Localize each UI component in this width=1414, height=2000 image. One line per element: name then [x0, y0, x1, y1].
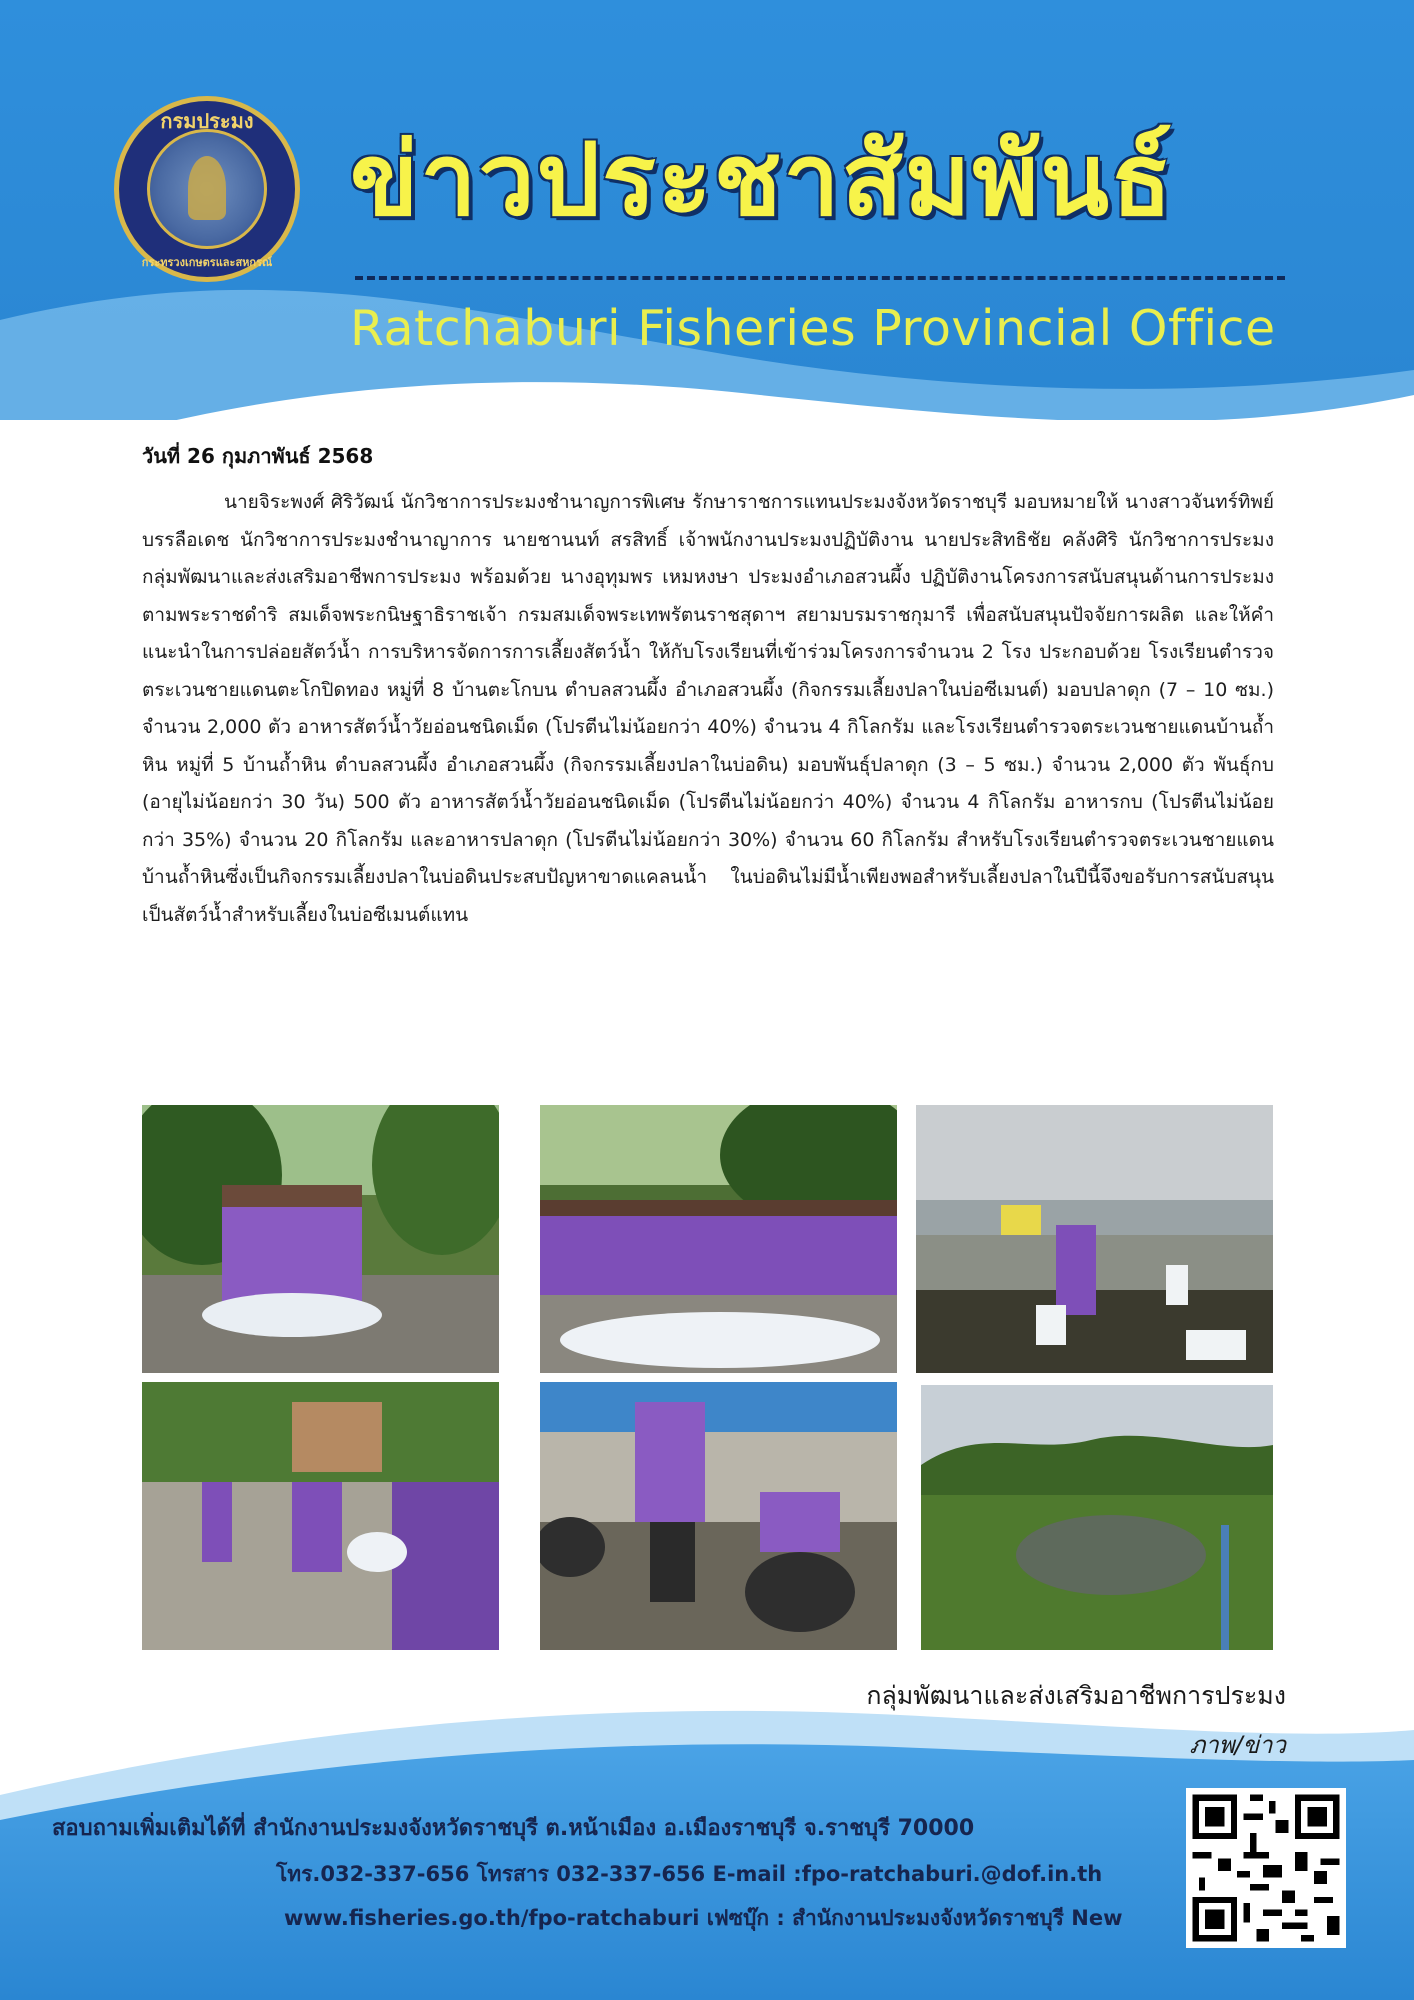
photo-releasing-fish-cement-pond — [916, 1105, 1273, 1373]
photo-student-in-empty-pond — [540, 1382, 897, 1650]
photo-earthen-pond — [921, 1385, 1273, 1650]
photo-group-with-fish-bags — [540, 1105, 897, 1373]
qr-code — [1186, 1788, 1346, 1948]
footer-address: สอบถามเพิ่มเติมได้ที่ สำนักงานประมงจังหวัดราชบุรี ต.หน้าเมือง อ.เมืองราชบุรี จ.ราชบุรี 70000 — [52, 1816, 975, 1841]
department-seal-logo — [114, 96, 300, 282]
page-subtitle: Ratchaburi Fisheries Provincial Office — [350, 300, 1276, 357]
credit-group: กลุ่มพัฒนาและส่งเสริมอาชีพการประมง — [866, 1681, 1286, 1710]
footer-contact: โทร.032-337-656 โทรสาร 032-337-656 E-mail :fpo-ratchaburi.@dof.in.th — [276, 1862, 1103, 1886]
credit-role: ภาพ/ข่าว — [1189, 1731, 1286, 1759]
photo-students-with-fish-bags — [142, 1105, 499, 1373]
seal-figure-icon — [188, 156, 226, 220]
page-title: ข่าวประชาสัมพันธ์ — [350, 121, 1174, 238]
title-divider — [355, 276, 1285, 280]
article-date: วันที่ 26 กุมภาพันธ์ 2568 — [142, 444, 374, 468]
seal-emblem — [147, 129, 267, 249]
seal-text-top: กรมประมง — [160, 109, 254, 133]
photo-students-carrying-bags — [142, 1382, 499, 1650]
article-body: นายจิระพงศ์ ศิริวัฒน์ นักวิชาการประมงชำนาญการพิเศษ รักษาราชการแทนประมงจังหวัดราชบุรี มอบหมายให้ นางสาวจันทร์ทิพย์ บรรลือเดช นักวิชาการประมงชำนาญาการ นายชานนท์ สรสิทธิ์ เจ้าพนักงานประมงปฏิบัติงาน นายประสิทธิชัย คลังศิริ นักวิชาการประมง กลุ่มพัฒนาและส่งเสริมอาชีพการประมง พร้อมด้วย นางอุทุมพร เหมหงษา ประมงอำเภอสวนผึ้ง ปฏิบัติงานโครงการสนับสนุนด้านการประมงตามพระราชดำริ สมเด็จพระกนิษฐาธิราชเจ้า กรมสมเด็จพระเทพรัตนราชสุดาฯ สยามบรมราชกุมารี เพื่อสนับสนุนปัจจัยการผลิต และให้คำแนะนำในการปล่อยสัตว์น้ำ การบริหารจัดการการเลี้ยงสัตว์น้ำ ให้กับโรงเรียนที่เข้าร่วมโครงการจำนวน 2 โรง ประกอบด้วย โรงเรียนตำรวจตระเวนชายแดนตะโกปิดทอง หมู่ที่ 8 บ้านตะโกบน ตำบลสวนผึ้ง อำเภอสวนผึ้ง (กิจกรรมเลี้ยงปลาในบ่อซีเมนต์) มอบปลาดุก (7 – 10 ซม.) จำนวน 2,000 ตัว อาหารสัตว์น้ำวัยอ่อนชนิดเม็ด (โปรตีนไม่น้อยกว่า 40%) จำนวน 4 กิโลกรัม และโรงเรียนตำรวจตระเวนชายแดนบ้านถ้ำหิน หมู่ที่ 5 บ้านถ้ำหิน ตำบลสวนผึ้ง อำเภอสวนผึ้ง (กิจกรรมเลี้ยงปลาในบ่อดิน) มอบพันธุ์ปลาดุก (3 – 5 ซม.) จำนวน 2,000 ตัว พันธุ์กบ (อายุไม่น้อยกว่า 30 วัน) 500 ตัว อาหารสัตว์น้ำวัยอ่อนชนิดเม็ด (โปรตีนไม่น้อยกว่า 40%) จำนวน 4 กิโลกรัม อาหารกบ (โปรตีนไม่น้อยกว่า 35%) จำนวน 20 กิโลกรัม และอาหารปลาดุก (โปรตีนไม่น้อยกว่า 30%) จำนวน 60 กิโลกรัม สำหรับโรงเรียนตำรวจตระเวนชายแดนบ้านถ้ำหินซึ่งเป็นกิจกรรมเลี้ยงปลาในบ่อดินประสบปัญหาขาดแคลนน้ำ ในบ่อดินไม่มีน้ำเพียงพอสำหรับเลี้ยงปลาในปีนี้จึงขอรับการสนับสนุนเป็นสัตว์น้ำสำหรับเลี้ยงในบ่อซีเมนต์แทน — [142, 491, 1274, 926]
footer-website: www.fisheries.go.th/fpo-ratchaburi เฟซบุ๊ก : สำนักงานประมงจังหวัดราชบุรี New — [284, 1906, 1123, 1930]
seal-text-bottom: กระทรวงเกษตรและสหกรณ์ — [141, 256, 273, 269]
